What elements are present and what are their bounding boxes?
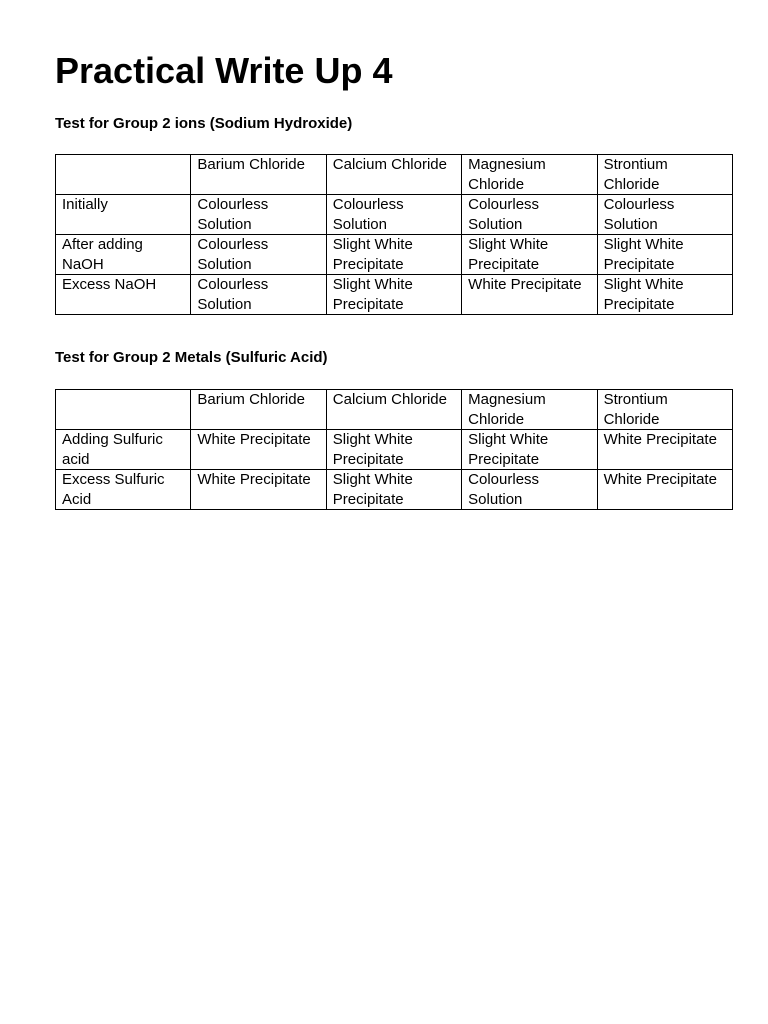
- table-cell: Slight White Precipitate: [326, 430, 461, 470]
- section-heading-sulfuric-acid: Test for Group 2 Metals (Sulfuric Acid): [55, 349, 328, 366]
- table-cell: Colourless Solution: [597, 195, 732, 235]
- table-row: [56, 275, 733, 315]
- section-heading-sodium-hydroxide: Test for Group 2 ions (Sodium Hydroxide): [55, 115, 353, 132]
- table-cell: White Precipitate: [462, 275, 597, 315]
- table-row: [56, 235, 733, 275]
- table-cell: Colourless Solution: [191, 235, 326, 275]
- table-header-cell: Strontium Chloride: [597, 390, 732, 430]
- table-cell: White Precipitate: [597, 470, 732, 510]
- table-header-cell: Magnesium Chloride: [462, 155, 597, 195]
- table-row: [56, 470, 733, 510]
- table-cell: Slight White Precipitate: [462, 235, 597, 275]
- row-label-cell: Initially: [56, 195, 191, 235]
- results-table-sodium-hydroxide: [55, 154, 733, 315]
- table-cell: Colourless Solution: [326, 195, 461, 235]
- table-header-row: [56, 390, 733, 430]
- table-header-cell: Magnesium Chloride: [462, 390, 597, 430]
- table-header-cell: Barium Chloride: [191, 155, 326, 195]
- row-label-cell: Excess NaOH: [56, 275, 191, 315]
- table-cell: White Precipitate: [597, 430, 732, 470]
- table-cell: Slight White Precipitate: [597, 275, 732, 315]
- table-header-cell: Barium Chloride: [191, 390, 326, 430]
- table-cell: Slight White Precipitate: [326, 275, 461, 315]
- table-header-cell: Calcium Chloride: [326, 390, 461, 430]
- table-row: [56, 430, 733, 470]
- table-cell: Slight White Precipitate: [326, 235, 461, 275]
- table-cell: White Precipitate: [191, 430, 326, 470]
- results-table-sulfuric-acid: [55, 389, 733, 510]
- table-cell: White Precipitate: [191, 470, 326, 510]
- table-cell: Colourless Solution: [462, 470, 597, 510]
- table-cell: Slight White Precipitate: [462, 430, 597, 470]
- table-cell: Slight White Precipitate: [326, 470, 461, 510]
- table-cell: Colourless Solution: [191, 195, 326, 235]
- table-header-cell: Strontium Chloride: [597, 155, 732, 195]
- table-header-cell: [56, 390, 191, 430]
- table-cell: Slight White Precipitate: [597, 235, 732, 275]
- row-label-cell: Adding Sulfuric acid: [56, 430, 191, 470]
- table-header-cell: Calcium Chloride: [326, 155, 461, 195]
- table-cell: Colourless Solution: [462, 195, 597, 235]
- page-title: Practical Write Up 4: [55, 50, 393, 91]
- row-label-cell: After adding NaOH: [56, 235, 191, 275]
- table-header-cell: [56, 155, 191, 195]
- table-header-row: [56, 155, 733, 195]
- table-row: [56, 195, 733, 235]
- table-cell: Colourless Solution: [191, 275, 326, 315]
- row-label-cell: Excess Sulfuric Acid: [56, 470, 191, 510]
